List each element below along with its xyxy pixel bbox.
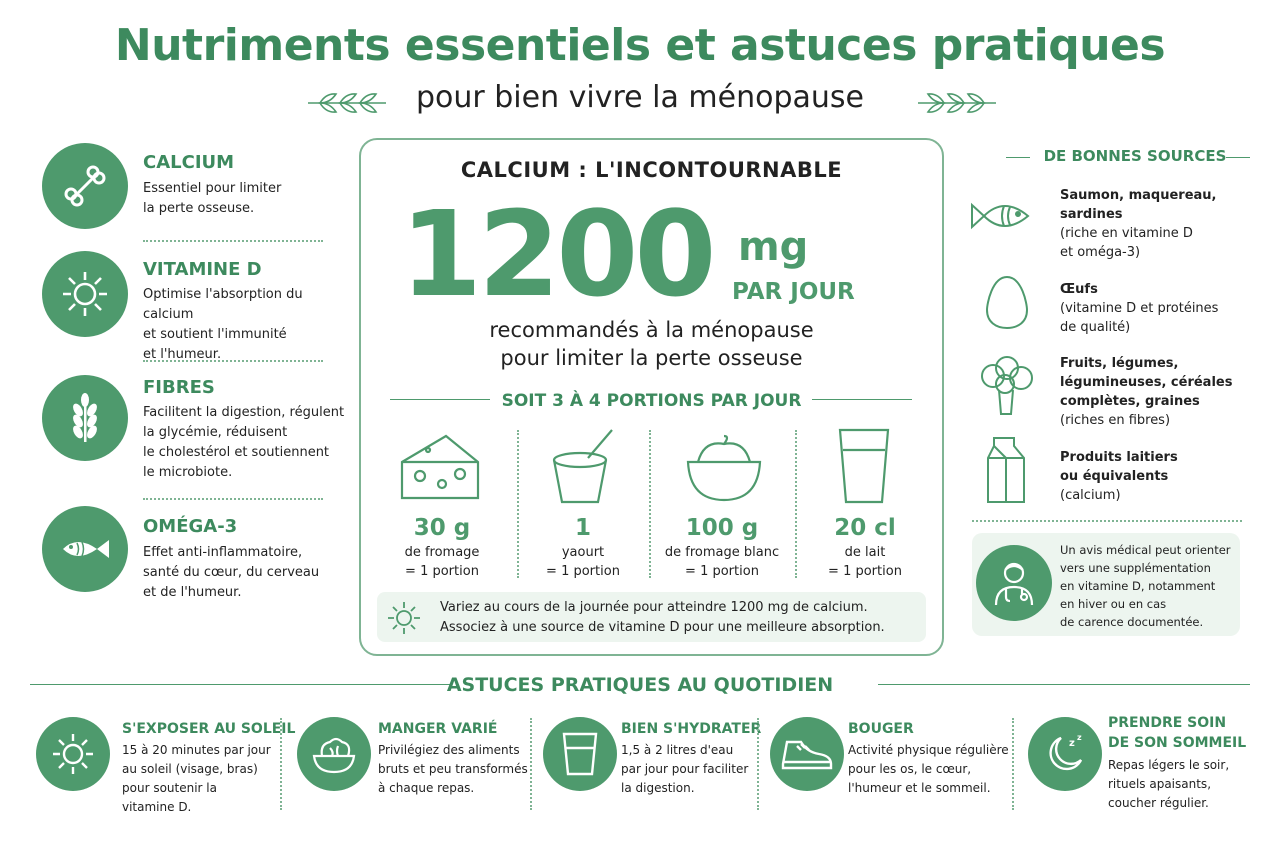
svg-text:z: z xyxy=(1077,733,1082,742)
portion-label: de fromage = 1 portion xyxy=(404,545,480,579)
sources-heading: DE BONNES SOURCES xyxy=(1043,147,1227,165)
bone-icon xyxy=(42,143,128,229)
sun-icon xyxy=(36,717,110,791)
source-item: Œufs (vitamine D et protéines de qualité) xyxy=(1060,282,1219,335)
portion-label: de fromage blanc = 1 portion xyxy=(664,545,780,579)
tip-title: MANGER VARIÉ xyxy=(378,721,498,737)
medical-advice: Un avis médical peut orienter vers une supplémentation en vitamine D, notamment en hiver ou en cas de carence documentée. xyxy=(1060,543,1231,629)
nutrient-title: CALCIUM xyxy=(143,152,235,173)
divider xyxy=(280,718,282,810)
bowl-icon xyxy=(684,434,764,504)
divider xyxy=(143,498,323,500)
tips-heading: ASTUCES PRATIQUES AU QUOTIDIEN xyxy=(446,674,834,696)
divider xyxy=(972,520,1242,522)
nutrient-title: VITAMINE D xyxy=(143,259,262,280)
cheese-icon xyxy=(398,432,482,502)
page-title: Nutriments essentiels et astuces pratiques xyxy=(114,20,1166,71)
salad-icon xyxy=(297,717,371,791)
nutrient-title: FIBRES xyxy=(143,377,215,398)
tip-desc: Privilégiez des aliments bruts et peu transformés à chaque repas. xyxy=(378,743,528,795)
broccoli-icon xyxy=(975,354,1037,418)
tip-title: PRENDRE SOIN DE SON SOMMEIL xyxy=(1108,715,1247,751)
portion-amount: 1 xyxy=(574,515,591,541)
nutrient-desc: Facilitent la digestion, régulent la glycémie, réduisent le cholestérol et soutiennent le microbiote. xyxy=(143,405,345,480)
fish-icon xyxy=(42,506,128,592)
tip-title: BOUGER xyxy=(848,721,914,737)
divider xyxy=(143,360,323,362)
calcium-unit: mg xyxy=(738,224,809,270)
yogurt-icon xyxy=(548,428,618,506)
glass-icon xyxy=(834,426,894,506)
portion-label: de lait = 1 portion xyxy=(828,545,902,579)
calcium-amount: 1200 xyxy=(400,185,713,323)
portion-amount: 100 g xyxy=(685,515,759,541)
portion-amount: 20 cl xyxy=(834,515,896,541)
tip-desc: Repas légers le soir, rituels apaisants, coucher régulier. xyxy=(1108,758,1230,810)
fish-icon xyxy=(970,195,1044,237)
portion-amount: 30 g xyxy=(413,515,471,541)
tip-title: S'EXPOSER AU SOLEIL xyxy=(122,721,296,737)
calcium-tip: Variez au cours de la journée pour atteindre 1200 mg de calcium. Associez à une source de vitamine D pour une meilleure absorption. xyxy=(440,600,885,635)
wheat-icon xyxy=(42,375,128,461)
doctor-icon xyxy=(976,545,1052,621)
moon-icon xyxy=(1028,717,1102,791)
nutrient-title: OMÉGA-3 xyxy=(143,516,238,537)
divider xyxy=(143,240,323,242)
milk-carton-icon xyxy=(984,436,1032,504)
sun-icon xyxy=(42,251,128,337)
egg-icon xyxy=(984,274,1030,330)
portion-label: yaourt = 1 portion xyxy=(546,545,620,579)
laurel-left-icon xyxy=(306,88,388,118)
sun-icon xyxy=(384,598,424,638)
laurel-right-icon xyxy=(916,88,998,118)
tip-desc: Activité physique régulière pour les os, le cœur, l'humeur et le sommeil. xyxy=(848,743,1009,795)
source-item: Produits laitiers ou équivalents (calcium) xyxy=(1060,450,1178,503)
divider xyxy=(530,718,532,810)
water-glass-icon xyxy=(543,717,617,791)
calcium-heading: CALCIUM : L'INCONTOURNABLE xyxy=(460,158,843,182)
divider xyxy=(1012,718,1014,810)
tip-title: BIEN S'HYDRATER xyxy=(621,721,762,737)
divider xyxy=(757,718,759,810)
source-item: Saumon, maquereau, sardines (riche en vitamine D et oméga-3) xyxy=(1060,188,1217,260)
nutrient-desc: Essentiel pour limiter la perte osseuse. xyxy=(143,181,282,216)
calcium-per-day: PAR JOUR xyxy=(732,279,855,305)
calcium-recommendation: recommandés à la ménopause pour limiter la perte osseuse xyxy=(489,318,814,370)
sneaker-icon xyxy=(770,717,844,791)
tip-desc: 15 à 20 minutes par jour au soleil (visage, bras) pour soutenir la vitamine D. xyxy=(122,743,271,814)
nutrient-desc: Optimise l'absorption du calcium et soutient l'immunité et l'humeur. xyxy=(143,287,303,362)
tip-desc: 1,5 à 2 litres d'eau par jour pour faciliter la digestion. xyxy=(621,743,749,795)
source-item: Fruits, légumes, légumineuses, céréales complètes, graines (riches en fibres) xyxy=(1060,356,1233,428)
nutrient-desc: Effet anti-inflammatoire, santé du cœur, du cerveau et de l'humeur. xyxy=(143,545,320,600)
portions-title: SOIT 3 À 4 PORTIONS PAR JOUR xyxy=(501,391,802,411)
svg-text:z: z xyxy=(1069,738,1075,749)
page-subtitle: pour bien vivre la ménopause xyxy=(415,80,864,115)
